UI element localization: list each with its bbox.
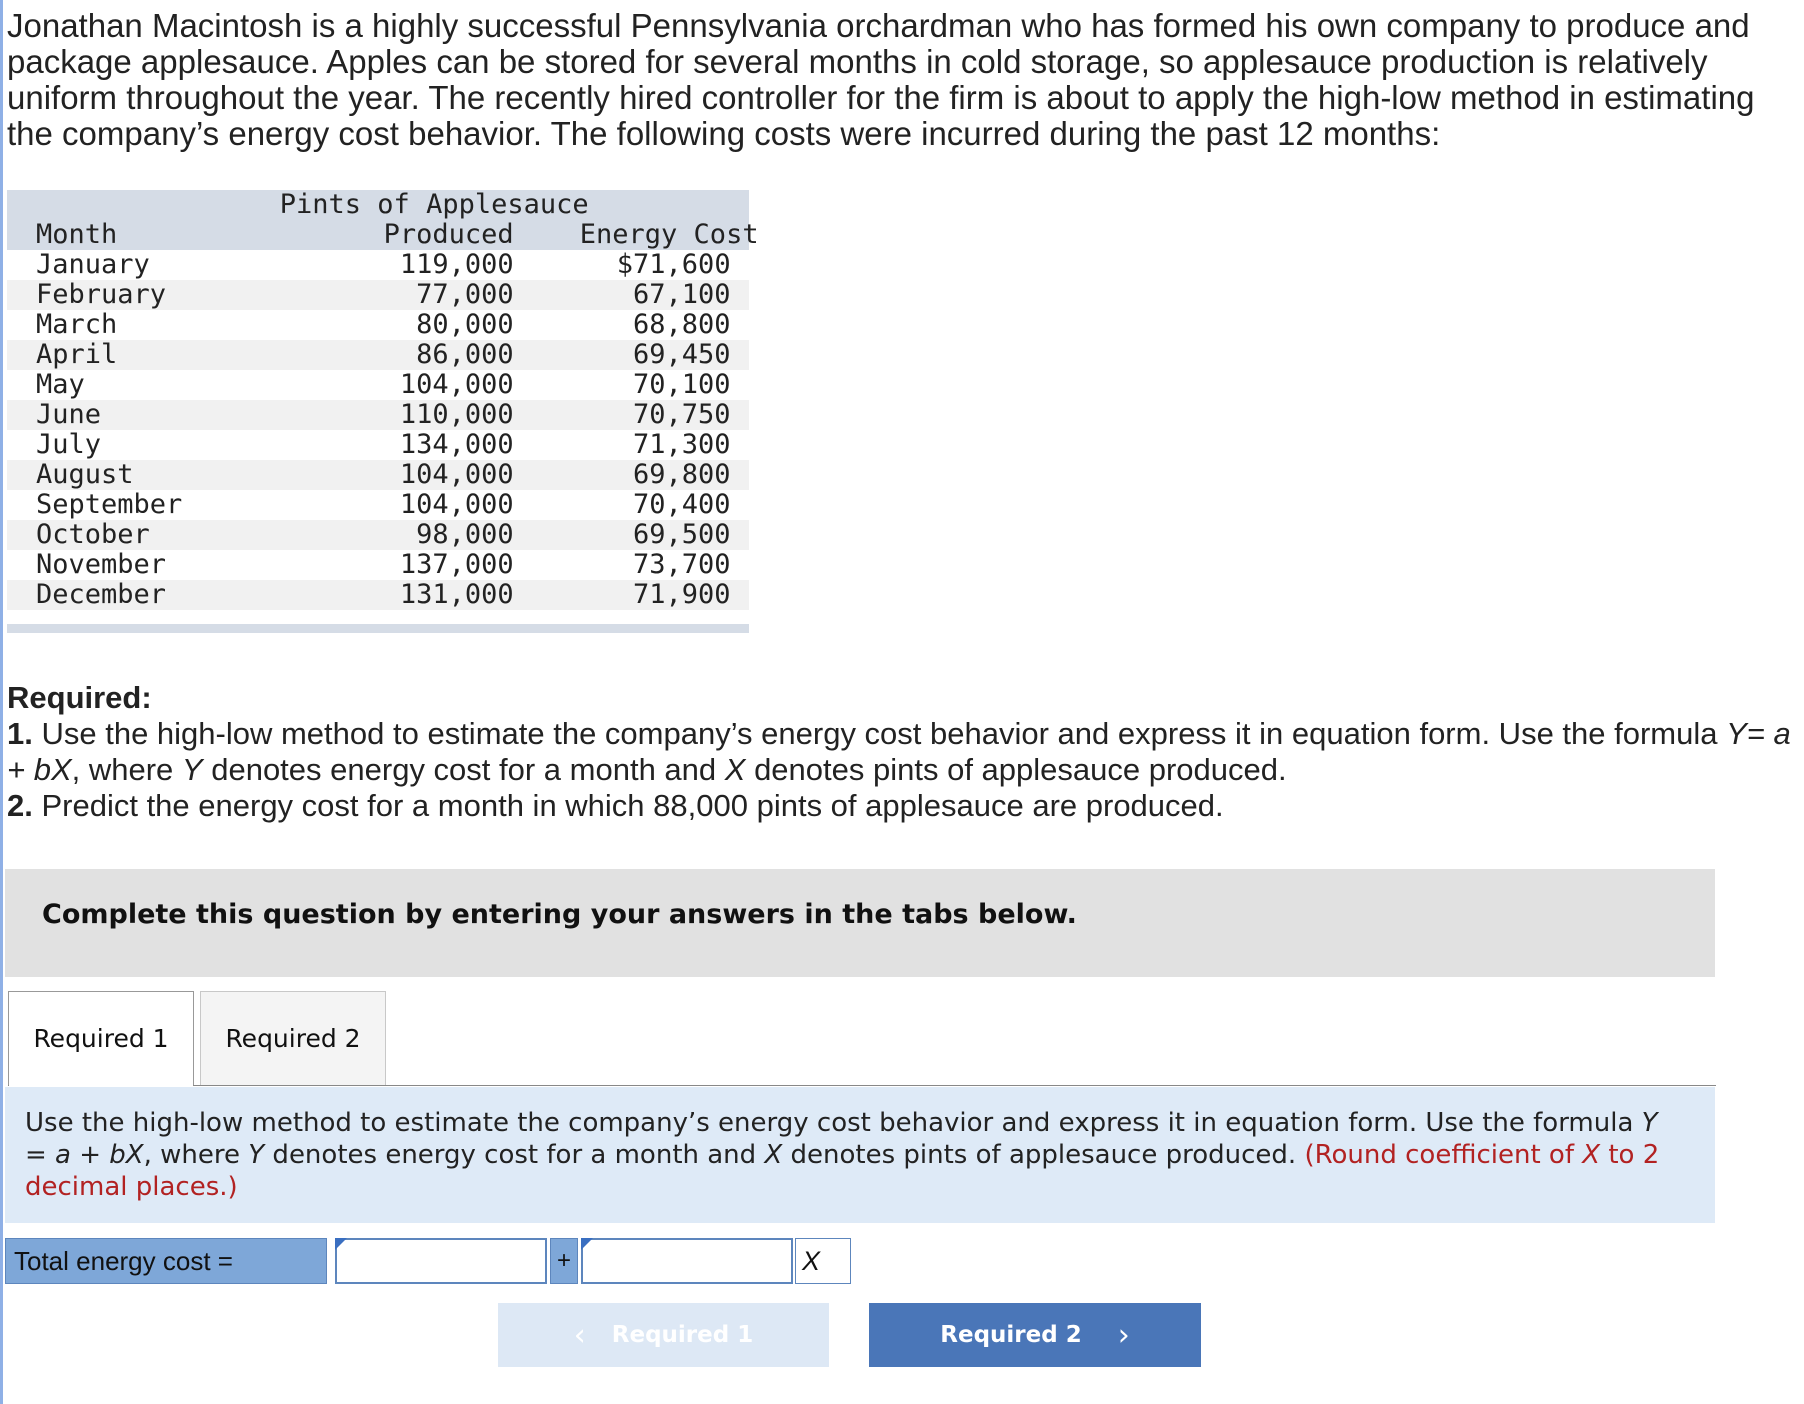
table-row bbox=[7, 370, 749, 400]
pints-cell: 77,000 bbox=[416, 279, 514, 310]
pints-cell: 110,000 bbox=[399, 399, 514, 430]
month-cell: April bbox=[36, 339, 118, 370]
x-variable-label: X bbox=[795, 1238, 851, 1284]
table-row bbox=[7, 400, 749, 430]
tab-required-2[interactable]: Required 2 bbox=[200, 991, 386, 1085]
pints-cell: 86,000 bbox=[416, 339, 514, 370]
month-cell: July bbox=[36, 429, 102, 460]
prev-button-label: Required 1 bbox=[611, 1322, 754, 1348]
energy-cell: 68,800 bbox=[633, 309, 731, 340]
table-header-row bbox=[7, 220, 749, 250]
pints-column-header: Produced bbox=[383, 219, 514, 250]
month-cell: May bbox=[36, 369, 85, 400]
pints-cell: 104,000 bbox=[399, 369, 514, 400]
table-row bbox=[7, 250, 749, 280]
energy-cell: 70,750 bbox=[633, 399, 731, 430]
pints-cell: 137,000 bbox=[399, 549, 514, 580]
month-cell: September bbox=[36, 489, 183, 520]
table-row bbox=[7, 460, 749, 490]
table-row bbox=[7, 490, 749, 520]
fixed-cost-input[interactable] bbox=[335, 1238, 547, 1284]
table-row bbox=[7, 580, 749, 610]
energy-cell: 73,700 bbox=[633, 549, 731, 580]
tab-divider bbox=[8, 1085, 1716, 1086]
chevron-left-icon: ‹ bbox=[573, 1317, 586, 1353]
intro-paragraph: Jonathan Macintosh is a highly successful Pennsylvania orchardman who has formed his own company to produce and package applesauce. Apples can be stored for several months in cold storage, so applesauce production is relatively uniform throughout the year. The recently hired controller for the firm is about to apply the high-low method in estimating the company’s energy cost behavior. The following costs were incurred during the past 12 months: bbox=[7, 7, 1755, 152]
energy-column-header: Energy Cost bbox=[579, 219, 759, 250]
pints-header-top: Pints of Applesauce bbox=[279, 189, 589, 220]
pints-cell: 98,000 bbox=[416, 519, 514, 550]
table-header-top-row bbox=[7, 190, 749, 220]
energy-cell: 70,100 bbox=[633, 369, 731, 400]
chevron-right-icon: › bbox=[1117, 1317, 1130, 1353]
plus-sign: + bbox=[550, 1238, 578, 1284]
tab-required-1[interactable]: Required 1 bbox=[8, 991, 194, 1085]
pints-cell: 104,000 bbox=[399, 459, 514, 490]
energy-cell: 69,800 bbox=[633, 459, 731, 490]
cost-data-table bbox=[7, 189, 759, 633]
month-cell: January bbox=[36, 249, 150, 280]
input-marker-icon bbox=[335, 1238, 347, 1250]
pints-cell: 134,000 bbox=[399, 429, 514, 460]
question-content bbox=[7, 0, 1802, 823]
month-cell: August bbox=[36, 459, 134, 490]
energy-cell: 69,450 bbox=[633, 339, 731, 370]
month-cell: March bbox=[36, 309, 118, 340]
table-row bbox=[7, 550, 749, 580]
table-footer-bar bbox=[7, 624, 749, 633]
next-button-label: Required 2 bbox=[940, 1322, 1082, 1348]
answer-equation-row bbox=[5, 1238, 851, 1284]
month-cell: December bbox=[36, 579, 167, 610]
answer-tabs bbox=[8, 991, 1716, 1086]
energy-cell: 69,500 bbox=[633, 519, 731, 550]
energy-cell: 71,300 bbox=[633, 429, 731, 460]
table-row bbox=[7, 430, 749, 460]
instructions-panel: Use the high-low method to estimate the company’s energy cost behavior and express it in equation form. Use the formula Y = a + bX, where Y denotes energy cost for a month and X denotes pints of applesauce produced. (Round coefficient of X to 2 decimal places.) bbox=[5, 1087, 1715, 1223]
rounding-note: (Round coefficient of X to 2 decimal places.) bbox=[25, 1140, 1660, 1202]
month-cell: February bbox=[36, 279, 167, 310]
required-title: Required: bbox=[7, 680, 152, 715]
prev-button bbox=[498, 1303, 829, 1367]
energy-cell: $71,600 bbox=[616, 249, 731, 280]
month-cell: June bbox=[36, 399, 102, 430]
table-row bbox=[7, 310, 749, 340]
table-row bbox=[7, 520, 749, 550]
complete-prompt-text: Complete this question by entering your answers in the tabs below. bbox=[42, 899, 1077, 930]
input-marker-icon bbox=[581, 1238, 593, 1250]
month-column-header: Month bbox=[36, 219, 118, 250]
variable-rate-input[interactable] bbox=[581, 1238, 793, 1284]
required-item-1: 1. Use the high-low method to estimate the company’s energy cost behavior and express it in equation form. Use the formula Y= a + bX, where Y denotes energy cost for a month and X denotes pints of applesauce produced. bbox=[7, 716, 1791, 787]
table-row bbox=[7, 340, 749, 370]
answer-label: Total energy cost = bbox=[5, 1238, 327, 1284]
energy-cell: 71,900 bbox=[633, 579, 731, 610]
energy-cell: 67,100 bbox=[633, 279, 731, 310]
required-section bbox=[7, 680, 1802, 824]
pints-cell: 131,000 bbox=[399, 579, 514, 610]
complete-prompt-box bbox=[5, 869, 1715, 977]
month-cell: October bbox=[36, 519, 150, 550]
table-body bbox=[7, 250, 749, 610]
required-item-2: 2. Predict the energy cost for a month in which 88,000 pints of applesauce are produced. bbox=[7, 788, 1224, 823]
pints-cell: 80,000 bbox=[416, 309, 514, 340]
pints-cell: 104,000 bbox=[399, 489, 514, 520]
energy-cell: 70,400 bbox=[633, 489, 731, 520]
next-button[interactable] bbox=[869, 1303, 1201, 1367]
pints-cell: 119,000 bbox=[399, 249, 514, 280]
table-row bbox=[7, 280, 749, 310]
left-border bbox=[0, 0, 3, 1404]
month-cell: November bbox=[36, 549, 167, 580]
